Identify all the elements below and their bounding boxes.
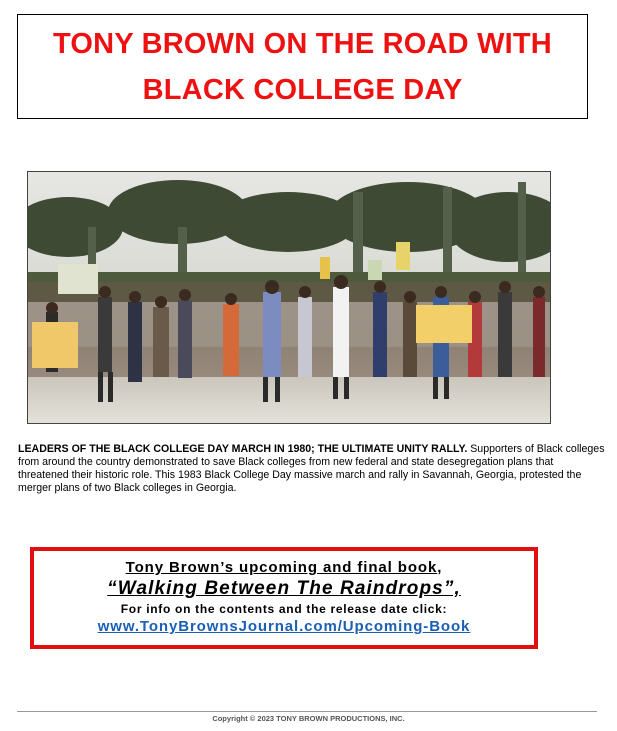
promo-info-text: For info on the contents and the release date click: [120,602,448,616]
copyright-footer: Copyright © 2023 TONY BROWN PRODUCTIONS, INC. [212,714,405,723]
footer-divider [17,711,597,712]
photo-caption [18,443,606,495]
book-title: “Walking Between The Raindrops”, [107,578,461,599]
march-photo [27,171,551,424]
book-promo-box [30,547,538,649]
caption-bold-lead: LEADERS OF THE BLACK COLLEGE DAY MARCH IN 1980; THE ULTIMATE UNITY RALLY. [18,443,468,455]
upcoming-book-link[interactable]: www.TonyBrownsJournal.com/Upcoming-Book [97,618,471,635]
march-photo-illustration [28,172,550,423]
promo-headline-text: Tony Brown’s upcoming and final book [125,559,438,576]
title-box [17,14,588,119]
caption-body: Supporters of Black colleges from around the country demonstrated to save Black colleges from new federal and state desegregation plans that threatened their historic role. This 1983 Black College Day massive march and rally in Savannah, Georgia, protested the merger plans of two Black colleges in Georgia. [18,443,605,494]
promo-headline [34,559,534,577]
promo-headline-comma: , [437,559,443,576]
title-line-1: TONY BROWN ON THE ROAD WITH [53,27,552,60]
title-line-2: BLACK COLLEGE DAY [142,73,463,106]
